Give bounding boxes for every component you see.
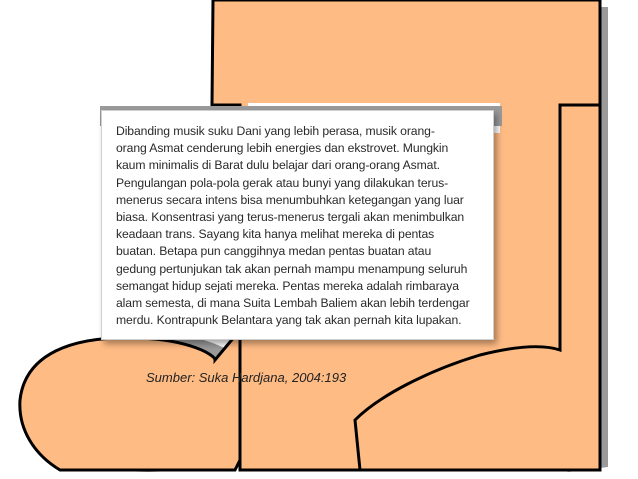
quote-line: alam semesta, di mana Suita Lembah Baliem akan lebih terdengar bbox=[116, 296, 470, 311]
quote-line: kaum minimalis di Barat dulu belajar dari orang-orang Asmat. bbox=[116, 158, 440, 173]
quote-line: merdu. Kontrapunk Belantara yang tak akan pernah kita lupakan. bbox=[116, 313, 462, 328]
quote-line: orang Asmat cenderung lebih energies dan ekstrovet. Mungkin bbox=[116, 141, 449, 156]
source-caption: Sumber: Suka Hardjana, 2004:193 bbox=[146, 370, 347, 385]
quote-line: Pengulangan pola-pola gerak atau bunyi yang dilakukan terus- bbox=[116, 175, 449, 190]
quote-box bbox=[101, 110, 494, 340]
note-head-left bbox=[20, 330, 240, 470]
quote-text bbox=[116, 123, 483, 329]
quote-line: keadaan trans. Sayang kita hanya melihat mereka di pentas bbox=[116, 227, 435, 242]
quote-line: biasa. Konsentrasi yang terus-menerus tergali akan menimbulkan bbox=[116, 210, 465, 225]
quote-line: buatan. Betapa pun canggihnya medan pentas buatan atau bbox=[116, 244, 432, 259]
quote-line: semangat hidup sejati mereka. Pentas mereka adalah rimbaraya bbox=[116, 278, 459, 293]
quote-line: Dibanding musik suku Dani yang lebih perasa, musik orang- bbox=[116, 124, 435, 138]
quote-line: menerus secara intens bisa menumbuhkan ketegangan yang luar bbox=[116, 192, 464, 207]
quote-line: gedung pertunjukan tak akan pernah mampu menampung seluruh bbox=[116, 261, 468, 276]
